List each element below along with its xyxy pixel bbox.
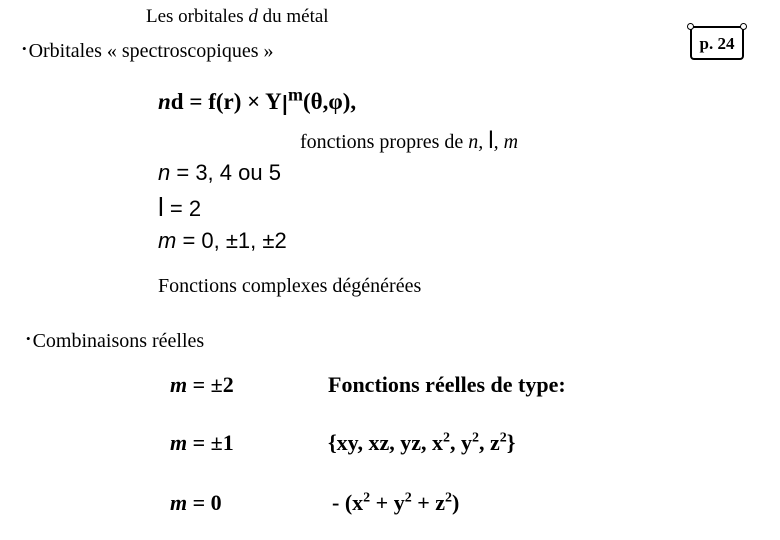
real-orbital-set: {xy, xz, yz, $x^2$, $y^2$, $z^2$} (328, 430, 516, 455)
row-m-0: m = 0 (170, 490, 222, 515)
n-values: n = 3, 4 ou 5 (158, 160, 281, 185)
page-number: p. 24 (699, 34, 735, 53)
row-m-pm2: m = ±2 (170, 372, 234, 397)
section-real-combinations: • Combinaisons réelles (26, 330, 205, 352)
z2-combination: - $(x^2 + y^2 + z^2)$ (332, 490, 460, 515)
complex-functions-note: Fonctions complexes dégénérées (158, 275, 422, 297)
row-m-pm1: m = ±1 (170, 430, 234, 455)
real-type-heading: Fonctions réelles de type: (328, 372, 566, 397)
orbital-formula: nd = $f(r) \times Yl^m(\theta,\varphi)$, (158, 84, 357, 121)
m-values: m = 0, ±1, ±2 (158, 228, 287, 253)
slide-title: Les orbitales d du métal (146, 6, 329, 27)
bullet-icon: • (26, 331, 31, 346)
section-spectroscopic: • Orbitales « spectroscopiques » (22, 40, 274, 62)
fonctions-propres-line: fonctions propres de n, l, m (300, 127, 519, 154)
l-value: l = 2 (158, 192, 202, 222)
page-badge (690, 26, 744, 60)
bullet-icon: • (22, 41, 27, 56)
